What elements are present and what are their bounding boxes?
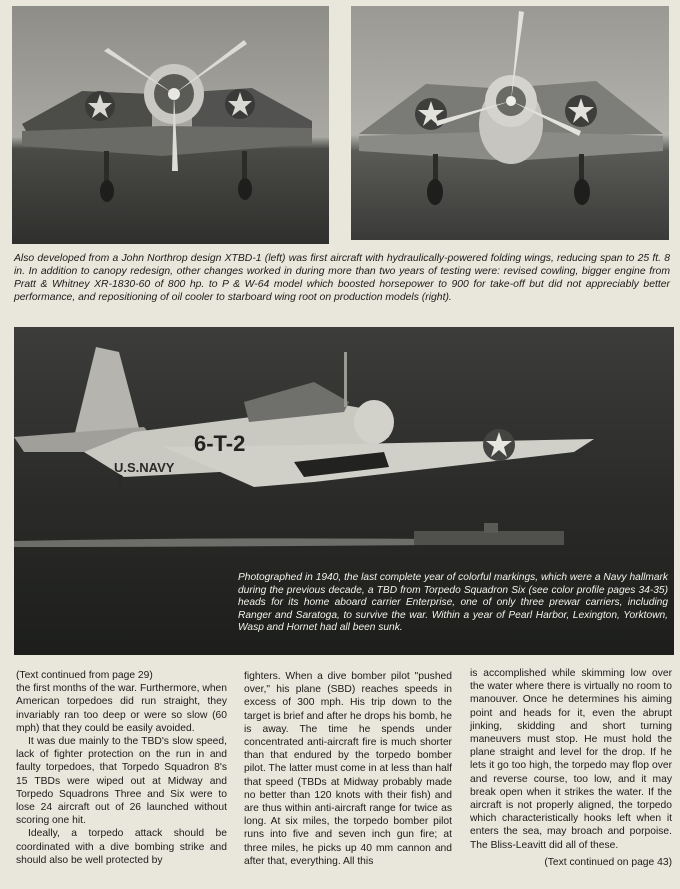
photo-caption-top: Also developed from a John Northrop design XTBD-1 (left) was first aircraft with hydraulically-powered folding wings, reducing span to 25 ft. 8 in. In addition to canopy redesign, other changes worked in during more than two years of testing were: revised cowling, bigger engine from Pratt & Whitney XR-1830-60 of 800 hp. to P & W-64 model which boosted horsepower to 900 for take-off but did not appreciably better performance, and repositioning of oil cooler to starboard wing root on production models (right). [14,253,670,303]
article-column-3 [470,667,672,869]
article-column-1 [16,669,227,867]
photo-tbd-production-front [351,6,669,240]
column-3-paragraph-1: is accomplished while skimming low over the water where there is virtually no room to manouver. Once he determines his aiming point and heads for it, even the abrupt jinking, skidding and short turning maneuvers must stop. He must hold the plane straight and level for the drop. If he lets it go too high, the torpedo may flop over and reverse course, too low, and it may break open when it strikes the water. If the aircraft is not properly aligned, the torpedo which characteristically hooks left when it enters the sea, may broach and porpoise. The Bliss-Leavitt did all of these. [470,668,672,851]
article-column-2 [244,670,452,868]
continued-on-note: (Text continued on page 43) [544,856,672,868]
photo-xtbd1-front [12,6,329,244]
column-1-paragraph-3: Ideally, a torpedo attack should be coordinated with a dive bombing strike and should also be well protected by [16,828,227,866]
photo-caption-main: Photographed in 1940, the last complete year of colorful markings, which were a Navy hallmark during the previous decade, a TBD from Torpedo Squadron Six (see color profile pages 34-35) heads for its home aboard carrier Enterprise, one of only three prewar carriers, including Ranger and Saratoga, to survive the war. Within a year of Pearl Harbor, Lexington, Yorktown, Wasp and Hornet had all been sunk. [238,572,668,634]
wing-number: 2 [334,461,341,475]
column-1-paragraph-2: It was due mainly to the TBD's slow speed, lack of fighter protection on the run in and faulty torpedoes, that Torpedo Squadron 8's 15 TBDs were wiped out at Midway and Torpedo Squadrons Three and Six were to lose 24 aircraft out of 26 launched without scoring one hit. [16,736,227,827]
fuselage-code: 6-T-2 [194,431,246,456]
continued-from-note: (Text continued from page 29) [16,670,153,681]
column-1-paragraph-1: the first months of the war. Furthermore, when American torpedoes did run straight, they invariably ran too deep or were so slow (60 mph) that they could be easily avoided. [16,683,227,734]
column-2-paragraph-1: fighters. When a dive bomber pilot "pushed over," his plane (SBD) reaches speeds in excess of 300 mph. His trip down to the target is brief and after he drops his bomb, he is away. The time he spends under concentrated anti-aircraft fire is much shorter than that endured by the torpedo bomber pilot. The latter must come in at less than half that speed (TBDs at Midway probably made no better than 120 knots with their fish) and are thus within anti-aircraft range for twice as long. At six miles, the torpedo bomber pilot runs into five and seven inch gun fire; at three miles, he picks up 40 mm cannon and after that, everything. All this [244,671,452,867]
fuselage-marking: U.S.NAVY [114,460,175,475]
